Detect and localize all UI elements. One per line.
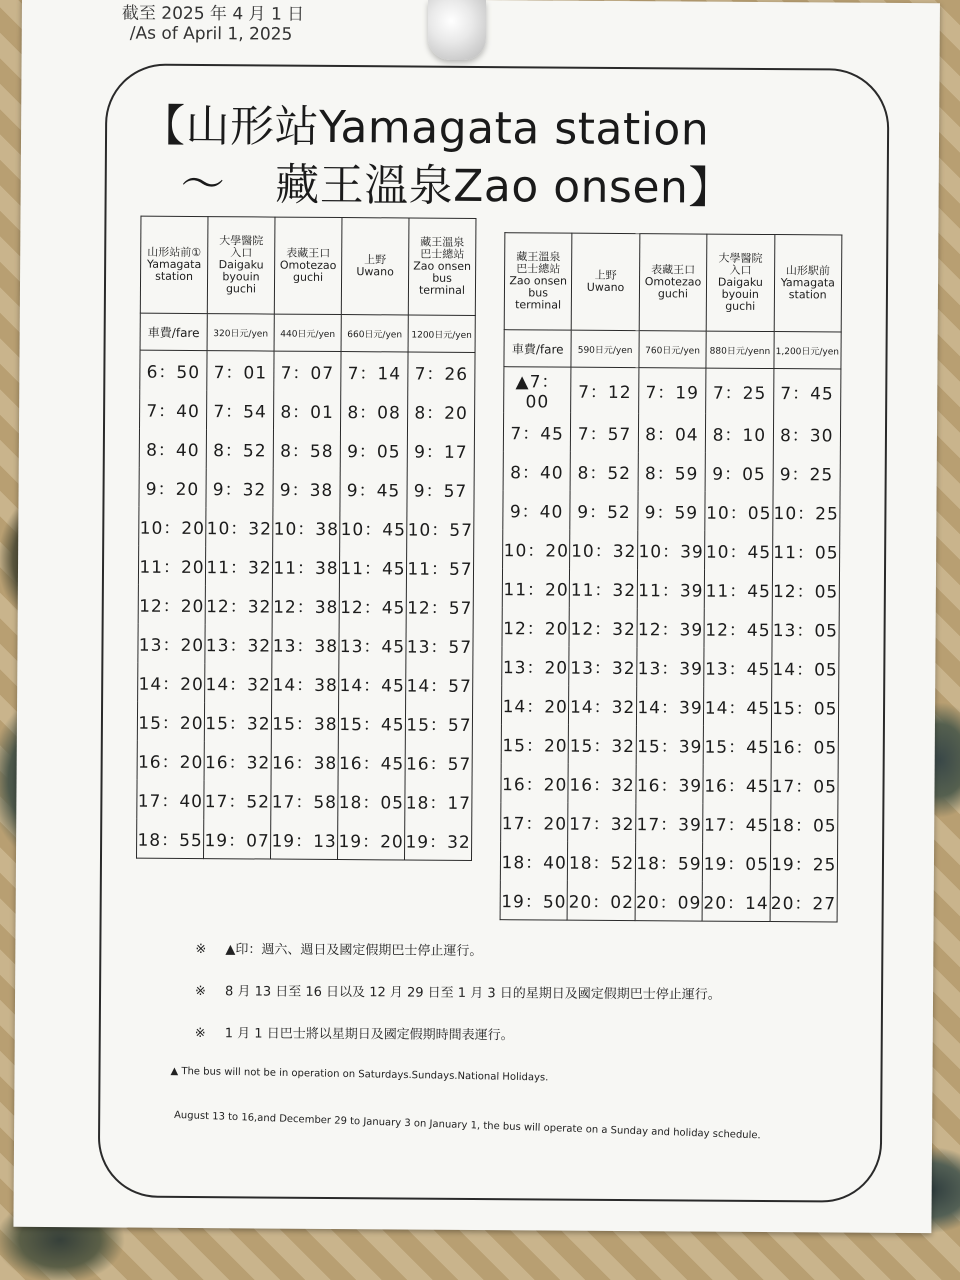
- stop-header-line: byouin: [721, 287, 759, 301]
- departure-time: 12：38: [272, 586, 339, 625]
- stop-header-line: 巴士總站: [420, 247, 465, 261]
- departure-time: ▲7：00: [504, 367, 572, 413]
- departure-time: 17：05: [770, 765, 838, 804]
- departure-time: 15：20: [501, 724, 569, 763]
- departure-time: 7：25: [706, 368, 774, 414]
- departure-time: 19：05: [703, 843, 771, 882]
- departure-time: 13：39: [636, 647, 704, 686]
- stop-header-line: 大學醫院: [219, 234, 264, 248]
- departure-time: 10：39: [637, 530, 705, 569]
- departure-time: 8：01: [273, 391, 340, 430]
- table-row: [140, 350, 475, 392]
- title-line-1: 【山形站Yamagata station: [140, 100, 710, 156]
- departure-time: 19：50: [500, 880, 568, 920]
- table-row: [500, 841, 837, 882]
- departure-time: 14：32: [569, 686, 637, 725]
- departure-time: 16：38: [271, 742, 338, 781]
- table-row: [500, 880, 837, 922]
- departure-time: 10：45: [340, 508, 407, 547]
- timetable-yamagata-to-zao: [136, 216, 476, 861]
- stop-header-line: 山形駅前: [785, 264, 830, 278]
- departure-time: 7：01: [207, 351, 274, 391]
- table-row: [138, 624, 473, 665]
- departure-time: 18：40: [500, 841, 568, 880]
- departure-time: 8：40: [503, 451, 571, 490]
- departure-time: 20：14: [702, 882, 770, 922]
- departure-time: 17：45: [703, 804, 771, 843]
- departure-time: 20：27: [770, 882, 838, 922]
- departure-time: 9：17: [407, 430, 474, 469]
- departure-time: 11：05: [772, 531, 840, 570]
- stop-header-line: Daigaku: [218, 258, 264, 272]
- departure-time: 8：20: [407, 391, 474, 430]
- stop-header-line: 大學醫院: [718, 251, 763, 265]
- departure-time: 17：20: [501, 802, 569, 841]
- departure-time: 8：08: [340, 391, 407, 430]
- departure-time: 19：20: [337, 820, 404, 860]
- departure-time: 16：05: [771, 726, 839, 765]
- departure-time: 18：59: [635, 842, 703, 881]
- fare-cell: 660日元/yen: [341, 315, 408, 352]
- note-en-2: August 13 to 16,and December 29 to January 3 on January 1, the bus will operate on a Sunday and holiday schedule.: [173, 1109, 761, 1142]
- departure-time: 9：32: [206, 468, 273, 507]
- stop-header: [274, 217, 342, 314]
- fare-cell: 320日元/yen: [207, 314, 274, 351]
- departure-time: 14：45: [339, 664, 406, 703]
- stop-header-line: terminal: [515, 298, 562, 312]
- departure-time: 11：57: [406, 547, 473, 586]
- departure-time: 9：40: [503, 490, 571, 529]
- departure-time: 7：14: [341, 352, 408, 392]
- stop-header: [341, 218, 409, 315]
- departure-time: 12：05: [772, 570, 840, 609]
- departure-time: 19：25: [770, 843, 838, 882]
- stop-header-line: guchi: [292, 270, 324, 284]
- departure-time: 17：32: [568, 803, 636, 842]
- departure-time: 13：05: [772, 609, 840, 648]
- stop-header: [774, 235, 842, 332]
- table-row: [138, 663, 473, 704]
- departure-time: 16：45: [338, 742, 405, 781]
- departure-time: 15：32: [204, 702, 271, 741]
- departure-time: 7：57: [571, 413, 639, 452]
- stop-header-line: 表藏王口: [286, 246, 331, 260]
- departure-time: 12：57: [406, 586, 473, 625]
- stop-header-line: Uwano: [586, 280, 625, 295]
- departure-time: 11：45: [704, 570, 772, 609]
- departure-time: 7：45: [503, 412, 571, 451]
- stop-header-line: Daigaku: [717, 275, 763, 289]
- departure-time: 13：20: [138, 624, 205, 663]
- departure-time: 10：20: [139, 507, 206, 546]
- stop-header-line: guchi: [725, 299, 756, 313]
- stop-header-line: Omotezao: [644, 275, 702, 289]
- table-row: [138, 546, 473, 587]
- table-row: [503, 529, 840, 570]
- table-row: [139, 429, 474, 470]
- departure-time: 18：05: [770, 804, 838, 843]
- departure-time: 19：13: [270, 820, 337, 860]
- note-en-1: ▲ The bus will not be in operation on Saturdays.Sundays.National Holidays.: [170, 1065, 549, 1084]
- departure-time: 12：45: [704, 609, 772, 648]
- stop-header: [207, 217, 275, 314]
- table-row: [503, 490, 840, 531]
- departure-time: 9：59: [638, 491, 706, 530]
- note-1: ※ ▲印：週六、週日及國定假期巴士停止運行。: [195, 942, 483, 960]
- stop-header-line: station: [788, 288, 827, 302]
- departure-time: 8：52: [570, 452, 638, 491]
- departure-time: 18：55: [137, 819, 204, 859]
- note-3: ※ 1 月 1 日巴士將以星期日及國定假期時間表運行。: [194, 1026, 514, 1044]
- departure-time: 12：20: [502, 607, 570, 646]
- departure-time: 7：07: [274, 351, 341, 391]
- table-row: [137, 780, 472, 821]
- departure-time: 13：20: [502, 646, 570, 685]
- fare-cell: 590日元/yen: [571, 330, 639, 367]
- table-row: [502, 568, 839, 609]
- as-of-en: /As of April 1, 2025: [129, 23, 293, 45]
- table-row: [504, 367, 841, 415]
- table-row: [139, 468, 474, 509]
- stop-header-line: 山形站前①: [147, 245, 202, 260]
- departure-time: 20：02: [567, 881, 635, 921]
- departure-time: 16：32: [204, 741, 271, 780]
- departure-time: 14：45: [704, 687, 772, 726]
- departure-time: 12：20: [138, 585, 205, 624]
- stop-header-line: guchi: [225, 282, 257, 296]
- table-row: [138, 585, 473, 626]
- departure-time: 17：52: [204, 780, 271, 819]
- stop-header-line: guchi: [657, 287, 688, 301]
- stop-header-line: Omotezao: [279, 258, 337, 272]
- departure-time: 14：57: [406, 664, 473, 703]
- departure-time: 19：32: [404, 820, 471, 860]
- departure-time: 17：58: [271, 781, 338, 820]
- departure-time: 18：52: [568, 842, 636, 881]
- departure-time: 14：38: [272, 664, 339, 703]
- departure-time: 16：39: [636, 764, 704, 803]
- departure-time: 15：39: [636, 725, 704, 764]
- stop-header-line: 藏王溫泉: [516, 250, 561, 264]
- departure-time: 16：57: [405, 742, 472, 781]
- departure-time: 15：38: [271, 703, 338, 742]
- departure-time: 9：52: [570, 491, 638, 530]
- fare-cell: 440日元/yen: [274, 314, 341, 351]
- as-of-ja: 截至 2025 年 4 月 1 日: [121, 3, 305, 25]
- departure-time: 10：32: [206, 507, 273, 546]
- stop-header-line: Zao onsen: [413, 259, 472, 273]
- departure-time: 7：26: [408, 352, 475, 392]
- departure-time: 10：05: [705, 492, 773, 531]
- departure-time: 8：52: [206, 429, 273, 468]
- departure-time: 11：32: [570, 569, 638, 608]
- departure-time: 13：45: [704, 648, 772, 687]
- stop-header-line: Yamagata: [147, 257, 202, 272]
- stop-header: [140, 216, 208, 313]
- table-row: [501, 685, 838, 726]
- timetable-zao-to-yamagata: [500, 232, 843, 922]
- departure-time: 13：45: [339, 625, 406, 664]
- departure-time: 15：45: [703, 726, 771, 765]
- stop-header-line: 上野: [364, 253, 387, 267]
- push-pin: [428, 0, 486, 60]
- departure-time: 15：20: [137, 702, 204, 741]
- departure-time: 10：20: [503, 529, 571, 568]
- fare-cell: 1,200日元/yen: [773, 332, 841, 369]
- table-row: [501, 802, 838, 843]
- timetable-sheet: [13, 0, 940, 1233]
- title-line-2: [141, 156, 821, 219]
- departure-time: 8：30: [773, 414, 841, 453]
- departure-time: 9：38: [273, 469, 340, 508]
- departure-time: 8：59: [638, 452, 706, 491]
- as-of-date: [122, 3, 305, 44]
- departure-time: 13：32: [205, 624, 272, 663]
- departure-time: 15：05: [771, 687, 839, 726]
- stop-header-line: Uwano: [356, 265, 394, 279]
- departure-time: 11：45: [339, 547, 406, 586]
- title-tilde: 〜: [180, 158, 226, 211]
- departure-time: 8：40: [139, 429, 206, 468]
- departure-time: 12：32: [205, 585, 272, 624]
- stop-header-line: station: [155, 269, 194, 283]
- departure-time: 9：05: [705, 453, 773, 492]
- stop-header: [572, 233, 640, 330]
- departure-time: 15：32: [569, 725, 637, 764]
- stop-header-line: 上野: [594, 268, 617, 282]
- departure-time: 18：05: [338, 781, 405, 820]
- departure-time: 11：20: [138, 546, 205, 585]
- departure-time: 14：20: [138, 663, 205, 702]
- table-row: [501, 763, 838, 804]
- departure-time: 17：39: [635, 803, 703, 842]
- departure-time: 14：20: [501, 685, 569, 724]
- departure-time: 10：32: [570, 530, 638, 569]
- departure-time: 13：32: [569, 647, 637, 686]
- stop-header: [639, 234, 707, 331]
- table-row: [137, 741, 472, 782]
- departure-time: 11：32: [205, 546, 272, 585]
- stop-header: [504, 233, 572, 330]
- departure-time: 10：38: [273, 508, 340, 547]
- departure-time: 14：39: [636, 686, 704, 725]
- departure-time: 13：57: [406, 625, 473, 664]
- stop-header-line: Yamagata: [780, 276, 835, 290]
- stop-header-line: 入口: [729, 263, 752, 277]
- departure-time: 9：45: [340, 469, 407, 508]
- stop-header-line: Zao onsen: [509, 274, 568, 288]
- departure-time: 15：45: [338, 703, 405, 742]
- departure-time: 7：40: [139, 390, 206, 429]
- departure-time: 11：38: [272, 547, 339, 586]
- departure-time: 19：07: [203, 819, 270, 859]
- departure-time: 11：39: [637, 569, 705, 608]
- departure-time: 9：05: [340, 430, 407, 469]
- departure-time: 8：58: [273, 430, 340, 469]
- departure-time: 9：25: [773, 453, 841, 492]
- departure-time: 10：45: [705, 531, 773, 570]
- stop-header-line: 藏王溫泉: [420, 235, 465, 249]
- fare-cell: 1200日元/yen: [408, 315, 475, 352]
- departure-time: 8：10: [706, 414, 774, 453]
- departure-time: 10：25: [772, 492, 840, 531]
- departure-time: 13：38: [272, 625, 339, 664]
- table-row: [502, 607, 839, 648]
- departure-time: 9：20: [139, 468, 206, 507]
- departure-time: 14：32: [205, 663, 272, 702]
- departure-time: 7：19: [638, 368, 706, 414]
- notes-ja: [195, 938, 836, 1068]
- departure-time: 14：05: [771, 648, 839, 687]
- departure-time: 11：20: [502, 568, 570, 607]
- stop-header-line: 巴士總站: [516, 262, 561, 276]
- departure-time: 16：20: [137, 741, 204, 780]
- departure-time: 16：45: [703, 765, 771, 804]
- departure-time: 8：04: [638, 413, 706, 452]
- fare-label: 車費/fare: [504, 330, 572, 367]
- departure-time: 18：17: [405, 781, 472, 820]
- stop-header: [408, 218, 476, 315]
- departure-time: 16：32: [568, 764, 636, 803]
- departure-time: 7：45: [773, 369, 841, 415]
- table-row: [501, 724, 838, 765]
- stop-header-line: terminal: [418, 283, 465, 297]
- stop-header-line: 表藏王口: [651, 263, 696, 277]
- departure-time: 15：57: [405, 703, 472, 742]
- fare-label: 車費/fare: [140, 313, 207, 350]
- table-row: [139, 507, 474, 548]
- fare-cell: 880日元/yenn: [706, 331, 774, 368]
- departure-time: 7：54: [206, 390, 273, 429]
- stop-header-line: 入口: [230, 246, 253, 260]
- departure-time: 20：09: [635, 881, 703, 921]
- departure-time: 16：20: [501, 763, 569, 802]
- departure-time: 10：57: [407, 508, 474, 547]
- fare-cell: 760日元/yen: [639, 331, 707, 368]
- note-2: ※ 8 月 13 日至 16 日以及 12 月 29 日至 1 月 3 日的星期日及國定假期巴士停止運行。: [195, 984, 721, 1003]
- stop-header: [706, 234, 774, 331]
- stop-header-line: bus: [432, 271, 452, 285]
- table-row: [139, 390, 474, 431]
- table-row: [503, 451, 840, 492]
- departure-time: 7：12: [571, 367, 639, 413]
- departure-time: 12：45: [339, 586, 406, 625]
- table-row: [502, 646, 839, 687]
- departure-time: 17：40: [137, 780, 204, 819]
- stop-header-line: byouin: [222, 270, 260, 284]
- table-row: [503, 412, 840, 453]
- departure-time: 9：57: [407, 469, 474, 508]
- table-row: [137, 702, 472, 743]
- table-row: [137, 819, 472, 861]
- page-title: [141, 98, 822, 219]
- departure-time: 12：39: [637, 608, 705, 647]
- title-destination: 藏王溫泉Zao onsen】: [275, 159, 734, 214]
- departure-time: 12：32: [569, 608, 637, 647]
- stop-header-line: bus: [528, 286, 549, 300]
- departure-time: 6：50: [140, 350, 207, 390]
